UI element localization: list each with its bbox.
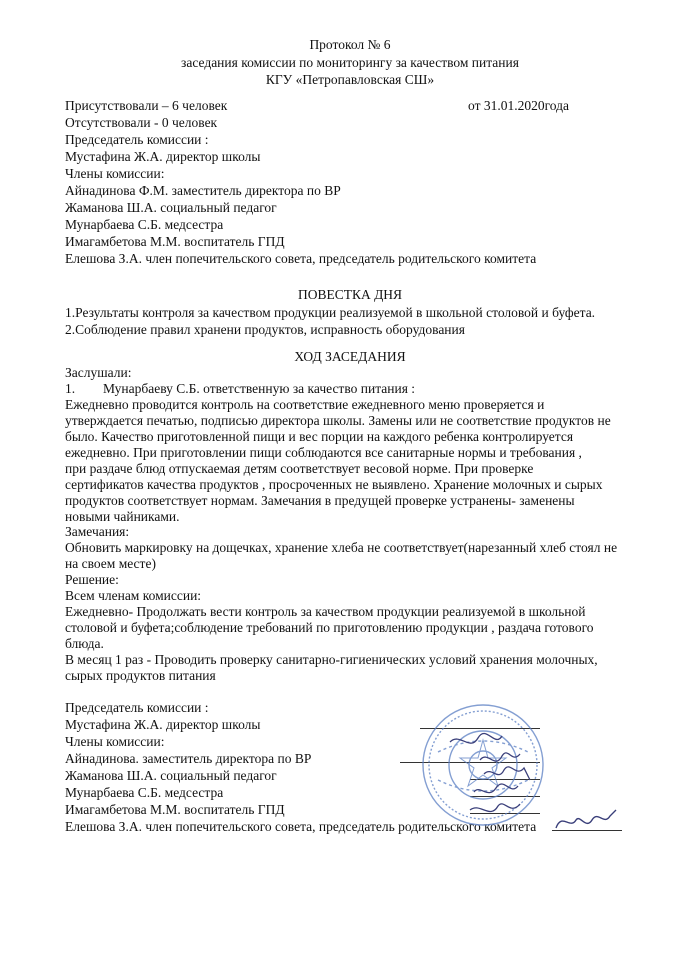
agenda-item: 2.Соблюдение правил хранени продуктов, исправность оборудования [65,322,465,337]
report-line: Ежедневно проводится контроль на соответствие ежедневного меню проверяется и [65,397,545,412]
signature-member: Елешова З.А. член попечительского совета, председатель родительского комитета [65,819,537,834]
chair-name: Мустафина Ж.А. директор школы [65,149,261,164]
school-name: КГУ «Петропавловская СШ» [265,72,435,87]
report-line: ежедневно. При приготовлении пищи соблюдаются все санитарные нормы и требования , [65,445,582,460]
meeting-date: от 31.01.2020года [468,98,570,113]
report-line: было. Качество приготовленной пищи и вес порции на каждого ребенка контролируется [65,429,574,444]
present-count: Присутствовали – 6 человек [65,98,228,113]
signature-chair-name: Мустафина Ж.А. директор школы [65,717,261,732]
signature-scribble-icon [552,806,622,836]
heard-label: Заслушали: [65,365,132,380]
proceedings-title: ХОД ЗАСЕДАНИЯ [294,349,406,364]
member-line: Мунарбаева С.Б. медсестра [65,217,224,232]
signature-member: Имагамбетова М.М. воспитатель ГПД [65,802,285,817]
signature-member: Мунарбаева С.Б. медсестра [65,785,224,800]
decision-line: столовой и буфета;соблюдение требований по приготовлению продукции , раздача готового [65,620,594,635]
decision-label: Решение: [65,572,119,587]
signature-chair-label: Председатель комиссии : [65,700,209,715]
signature-member: Айнадинова. заместитель директора по ВР [65,751,312,766]
remarks-line: на своем месте) [65,556,156,571]
member-line: Елешова З.А. член попечительского совета, председатель родительского комитета [65,251,537,266]
member-line: Айнадинова Ф.М. заместитель директора по ВР [65,183,341,198]
handwritten-signatures-icon [440,730,540,830]
speaker-line: Мунарбаеву С.Б. ответственную за качество питания : [103,381,416,396]
report-line: сертификатов качества продуктов , просроченных не выявлено. Хранение молочных и сырых [65,477,603,492]
signature-member: Жаманова Ш.А. социальный педагог [65,768,277,783]
report-line: новыми чайниками. [65,509,180,524]
chair-label: Председатель комиссии : [65,132,209,147]
decision-recipient: Всем членам комиссии: [65,588,202,603]
remarks-label: Замечания: [65,524,130,539]
monthly-line: сырых продуктов питания [65,668,216,683]
report-line: утверждается печатью, подписью директора школы. Замены или не соответствие продуктов не [65,413,611,428]
remarks-line: Обновить маркировку на дощечках, хранение хлеба не соответствует(нарезанный хлеб стоял не [65,540,618,555]
protocol-title: Протокол № 6 [309,37,391,52]
monthly-line: В месяц 1 раз - Проводить проверку санитарно-гигиенических условий хранения молочных, [65,652,598,667]
absent-count: Отсутствовали - 0 человек [65,115,218,130]
agenda-title: ПОВЕСТКА ДНЯ [297,287,403,302]
member-line: Имагамбетова М.М. воспитатель ГПД [65,234,285,249]
report-line: продуктов соответствует нормам. Замечания в предущей проверке устранены- заменены [65,493,575,508]
member-line: Жаманова Ш.А. социальный педагог [65,200,277,215]
report-line: при раздаче блюд отпускаемая детям соответствует весовой норме. При проверке [65,461,534,476]
protocol-subtitle: заседания комиссии по мониторингу за качеством питания [181,55,519,70]
signature-members-label: Члены комиссии: [65,734,165,749]
speaker-number: 1. [65,381,76,396]
agenda-item: 1.Результаты контроля за качеством продукции реализуемой в школьной столовой и буфета. [65,305,596,320]
decision-line: блюда. [65,636,104,651]
members-label: Члены комиссии: [65,166,165,181]
decision-line: Ежедневно- Продолжать вести контроль за качеством продукции реализуемой в школьной [65,604,586,619]
